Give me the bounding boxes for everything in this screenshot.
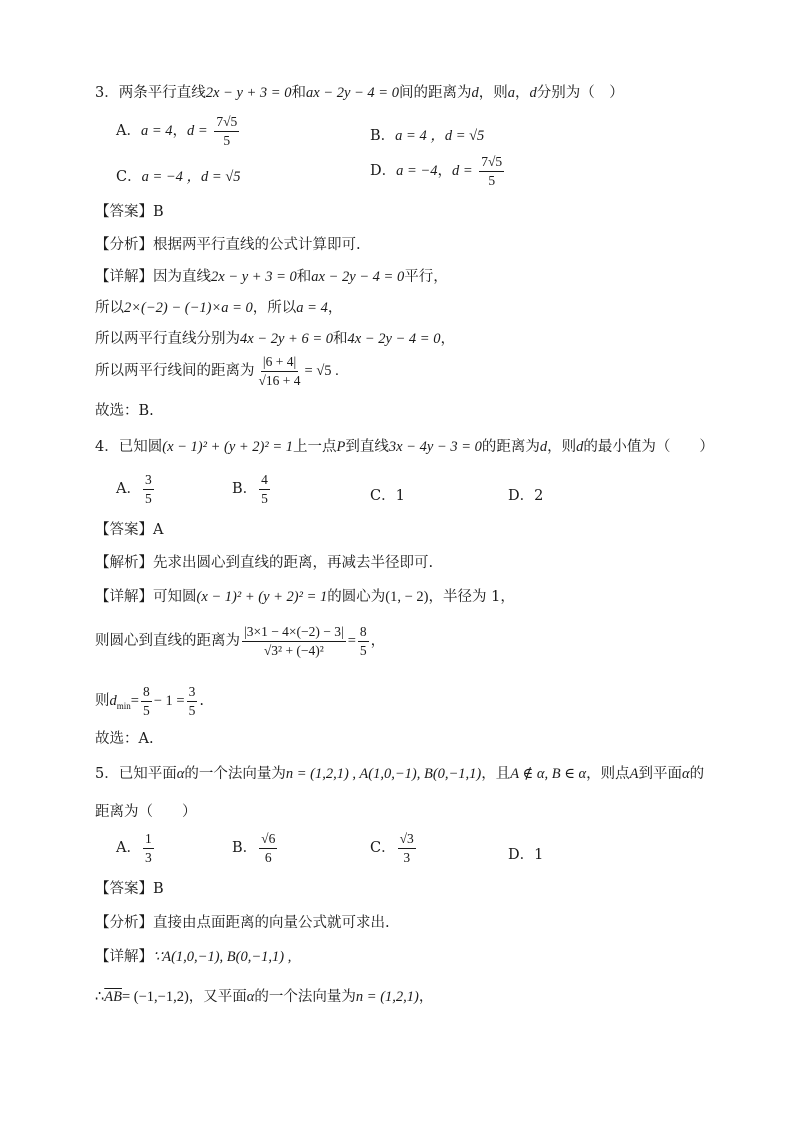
q4-option-d: D．2 (508, 488, 544, 504)
q5-option-d: D．1 (508, 847, 544, 863)
q5-detail-1: 【详解】∵A(1,0,−1), B(0,−1,1) , (95, 949, 292, 965)
q3-analysis: 【分析】根据两平行直线的公式计算即可. (95, 237, 361, 253)
q3-answer: 【答案】B (95, 204, 164, 220)
q3-option-d-fraction: $\frac{7√5}{5}$ (481, 154, 503, 188)
q3-detail-2: 所以2×(−2) − (−1)×a = 0，所以a = 4， (95, 300, 343, 316)
q4-answer: 【答案】A (95, 522, 164, 538)
q4-option-c: C．1 (370, 488, 405, 504)
q4-detail-3: 则$d_{min}=$ $\frac{8}{5}$ − 1 = $\frac{3}{5}$ . (95, 684, 204, 718)
q4-detail-1: 【详解】可知圆(x − 1)² + (y + 2)² = 1的圆心为(1, − 2)，半径为 1， (95, 589, 515, 605)
q3-detail-3: 所以两平行直线分别为4x − 2y + 6 = 0和4x − 2y − 4 = 0， (95, 331, 455, 347)
q3-option-d: D．a = −4，d = $\frac{7√5}{5}$ (370, 154, 503, 188)
q5-detail-2: $\therefore\overline{AB}= (-1,-1,2)$，又平面α的一个法向量为n = (1,2,1)， (95, 989, 434, 1005)
q3-detail-4: 所以两平行线间的距离为 $\frac{|6 + 4|}{√16 + 4}$ = √5 . (95, 354, 339, 388)
q4-detail-2: 则圆心到直线的距离为 $\frac{|3\times 1 - 4\times(-2) - 3|}{\text{√3² + (−4)²}}$ = $\frac{8}{5}$ ， (95, 624, 386, 658)
q4-option-b: B． $\frac{4}{5}$ (232, 472, 268, 506)
q5-option-a: A． $\frac{1}{3}$ (116, 831, 152, 865)
q4-distance-fraction: $\frac{|3\times 1 - 4\times(-2) - 3|}{\text{√3² + (−4)²}}$ (244, 624, 344, 658)
q4-analysis: 【解析】先求出圆心到直线的距离，再减去半径即可. (95, 555, 434, 571)
q3-distance-fraction: $\frac{|6 + 4|}{√16 + 4}$ (258, 354, 301, 388)
q4-stem: 4．已知圆(x − 1)² + (y + 2)² = 1上一点P到直线3x − 4y − 3 = 0的距离为d，则d的最小值为（ ） (95, 439, 714, 455)
q3-detail-1: 【详解】因为直线2x − y + 3 = 0和ax − 2y − 4 = 0平行， (95, 269, 448, 285)
q3-option-a: A．a = 4，d = $\frac{7√5}{5}$ (116, 114, 238, 148)
q3-option-c: C．a = −4 ，d = √5 (116, 169, 241, 185)
q5-option-b: B． $\frac{√6}{6}$ (232, 831, 276, 865)
q3-option-a-fraction: $\frac{7√5}{5}$ (216, 114, 238, 148)
q3-stem: 3．两条平行直线2x − y + 3 = 0和ax − 2y − 4 = 0间的距离为d，则a，d分别为（ ） (95, 85, 624, 101)
q5-analysis: 【分析】直接由点面距离的向量公式就可求出. (95, 915, 390, 931)
q4-option-a: A． $\frac{3}{5}$ (116, 472, 152, 506)
q5-stem-line2: 距离为（ ） (95, 804, 197, 820)
q5-answer: 【答案】B (95, 881, 164, 897)
q5-option-c: C． $\frac{√3}{3}$ (370, 831, 414, 865)
q3-conclusion: 故选：B. (95, 403, 154, 419)
q3-option-b: B．a = 4 ，d = √5 (370, 128, 485, 144)
q4-conclusion: 故选：A. (95, 731, 154, 747)
q5-stem: 5．已知平面α的一个法向量为n = (1,2,1) , A(1,0,−1), B(0,−1,1)，且A ∉ α, B ∈ α，则点A到平面α的 (95, 766, 705, 782)
